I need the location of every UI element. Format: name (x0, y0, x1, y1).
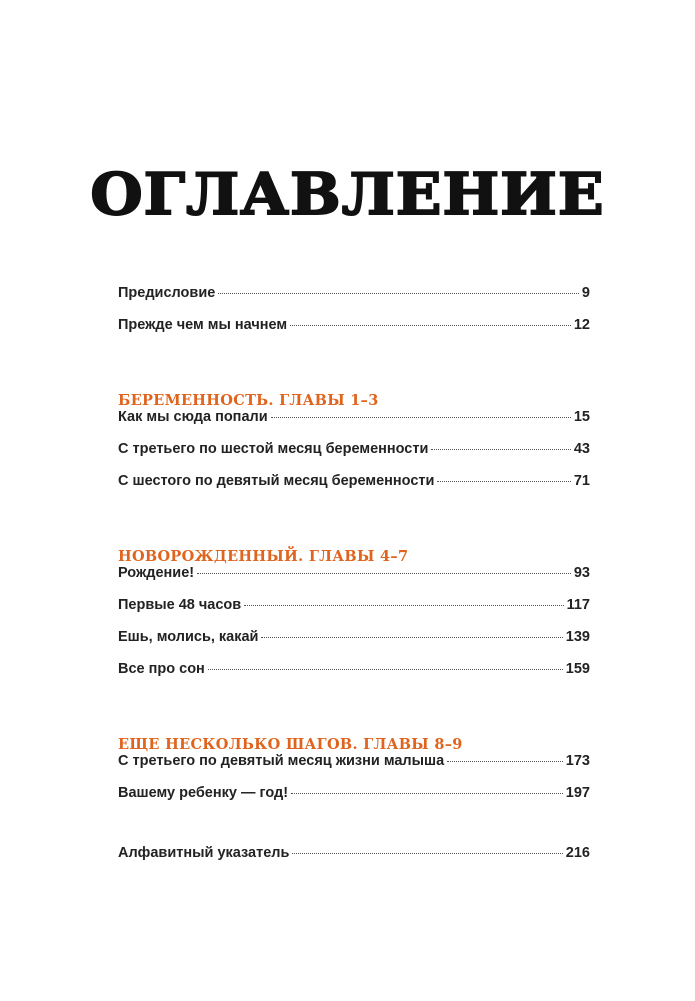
section-heading-newborn: НОВОРОЖДЕННЫЙ. ГЛАВЫ 4–7 (118, 548, 409, 565)
toc-entry-label: С третьего по шестой месяц беременности (118, 441, 429, 457)
toc-entry-label: Вашему ребенку — год! (118, 785, 289, 801)
section-heading-pregnancy: БЕРЕМЕННОСТЬ. ГЛАВЫ 1–3 (118, 392, 379, 409)
toc-entry-page: 173 (565, 753, 590, 769)
toc-entry-page: 159 (565, 661, 590, 677)
dot-leader (197, 573, 571, 574)
dot-leader (447, 761, 563, 762)
toc-entry[interactable] (118, 565, 590, 597)
toc-entry-page: 15 (573, 409, 590, 425)
toc-entry-page: 43 (573, 441, 590, 457)
dot-leader (261, 637, 562, 638)
toc-entry-label: С третьего по девятый месяц жизни малыша (118, 753, 445, 769)
toc-entry-page: 216 (565, 845, 590, 861)
toc-entry-label: Все про сон (118, 661, 205, 677)
dot-leader (244, 605, 563, 606)
dot-leader (208, 669, 563, 670)
toc-entry-page: 117 (566, 597, 590, 613)
toc-entry-preface[interactable] (118, 285, 590, 317)
dot-leader (271, 417, 571, 418)
toc-entry-page: 9 (581, 285, 590, 301)
dot-leader (292, 853, 562, 854)
toc-entry[interactable] (118, 409, 590, 441)
toc-entry-label: Первые 48 часов (118, 597, 242, 613)
toc-entry[interactable] (118, 597, 590, 629)
toc-entry-index[interactable] (118, 845, 590, 877)
toc-entry-label: Ешь, молись, какай (118, 629, 259, 645)
dot-leader (431, 449, 570, 450)
toc-entry-page: 12 (573, 317, 590, 333)
page-title: ОГЛАВЛЕНИЕ (90, 161, 605, 229)
toc-entry-before-we-start[interactable] (118, 317, 590, 349)
toc-entry[interactable] (118, 441, 590, 473)
toc-entry[interactable] (118, 753, 590, 785)
toc-entry-page: 139 (565, 629, 590, 645)
toc-entry[interactable] (118, 661, 590, 693)
dot-leader (218, 293, 579, 294)
toc-entry[interactable] (118, 473, 590, 505)
dot-leader (437, 481, 570, 482)
toc-entry-page: 93 (573, 565, 590, 581)
dot-leader (291, 793, 563, 794)
toc-entry-page: 71 (573, 473, 590, 489)
toc-entry-label: Прежде чем мы начнем (118, 317, 288, 333)
toc-entry-label: Как мы сюда попали (118, 409, 268, 425)
toc-entry-page: 197 (565, 785, 590, 801)
toc-entry-label: С шестого по девятый месяц беременности (118, 473, 435, 489)
dot-leader (290, 325, 571, 326)
section-heading-next-steps: ЕЩЕ НЕСКОЛЬКО ШАГОВ. ГЛАВЫ 8–9 (118, 736, 463, 753)
toc-entry[interactable] (118, 629, 590, 661)
toc-entry-label: Предисловие (118, 285, 216, 301)
table-of-contents (118, 285, 590, 877)
toc-entry-label: Алфавитный указатель (118, 845, 290, 861)
toc-entry[interactable] (118, 785, 590, 817)
toc-entry-label: Рождение! (118, 565, 195, 581)
